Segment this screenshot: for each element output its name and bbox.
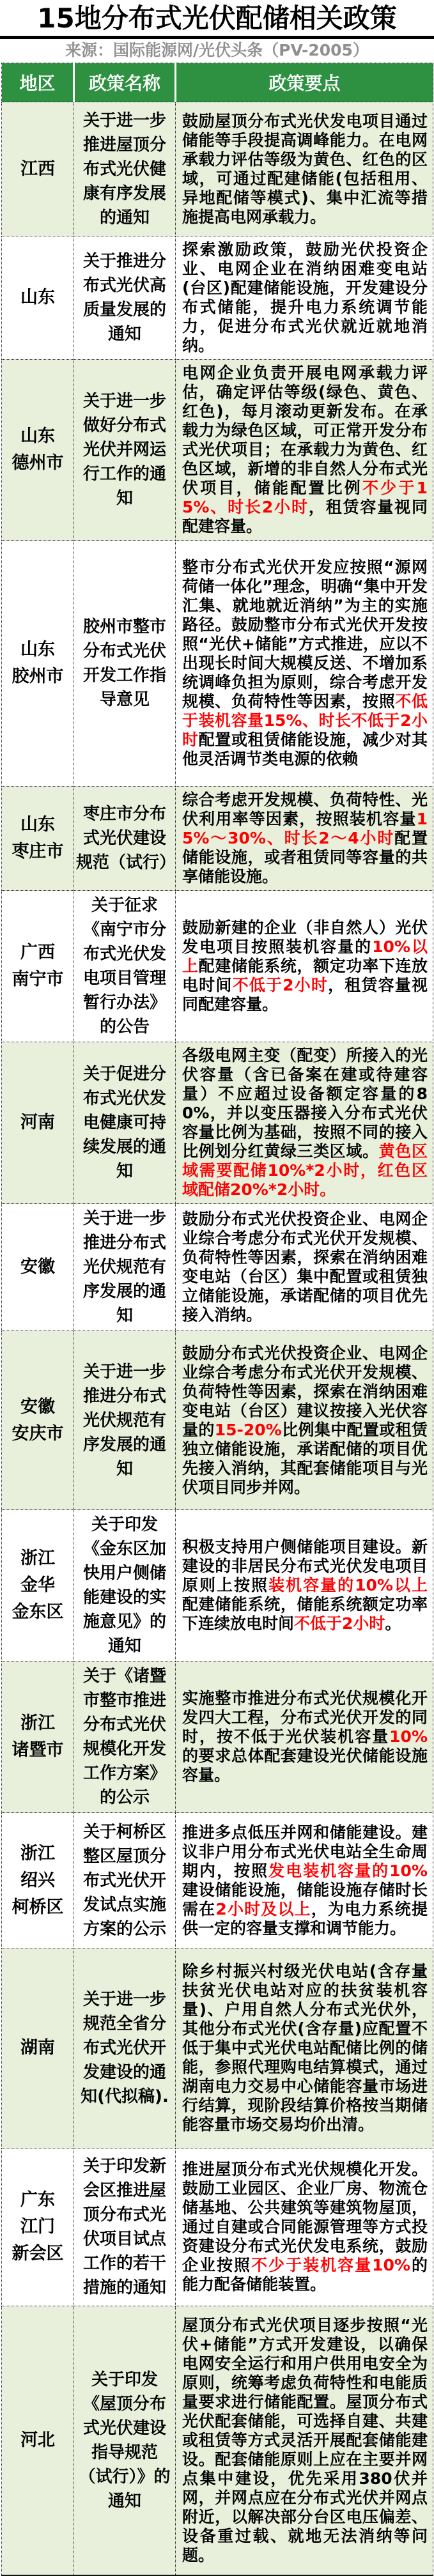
region-cell: 山东 枣庄市 [2,787,74,891]
policy-name-cell: 关于进一步推进分布式光伏规范有序发展的通知 [74,1204,176,1331]
region-cell: 广东 江门 新会区 [2,2148,74,2306]
policy-name-cell: 关于进一步规范全省分布式光伏开发建设的通知(代拟稿). [74,1948,176,2148]
source-line: 来源：国际能源网/光伏头条（PV-2005） [65,41,369,59]
policy-name-cell: 胶州市整市分布式光伏开发工作指导意见 [74,541,176,787]
policy-points-cell: 推进多点低压并网和储能建设。建议非户用分布式光伏电站全生命周期内，按照发电装机容量的10%建设储能设施，储能设施存储时长需在2小时及以上，为电力系统提供一定的容量支撑和调节能力。 [176,1813,433,1948]
table-row [2,1204,433,1331]
header-region: 地区 [2,63,74,102]
table-row [2,360,433,541]
region-cell: 山东 [2,236,74,360]
policy-points-cell: 整市分布式光伏开发应按照“源网荷储一体化”理念，明确“集中开发汇集、就地就近消纳”为主的实施路径。鼓励整市分布式光伏开发按照“光伏+储能”方式推进，应以不出现长时间大规模反送、不增加系统调峰负担为原则，综合考虑开发规模、负荷特性等因素，按照不低于装机容量15%、时长不低于2小时配置或租赁储能设施，减少对其他灵活调节类电源的依赖 [176,541,433,787]
header-row [2,63,433,102]
policy-name-cell: 关于征求《南宁市分布式光伏发电项目管理暂行办法》的公告 [74,891,176,1042]
policy-name-cell: 关于《诸暨市整市推进分布式光伏规模化开发工作方案》的公示 [74,1662,176,1813]
table-row [2,1331,433,1510]
table-row [2,2148,433,2306]
table-row [2,541,433,787]
policy-points-cell: 各级电网主变（配变）所接入的光伏容量（含已备案在建或待建容量）不应超过设备额定容量的80%，并以变压器接入分布式光伏容量比例为基础，按照不同的接入比例划分红黄绿三类区域。黄色区域需要配储10%*2小时，红色区域配储20%*2小时。 [176,1042,433,1204]
table-body [2,102,433,2575]
region-cell: 山东 胶州市 [2,541,74,787]
policy-points-cell: 除乡村振兴村级光伏电站(含存量扶贫光伏电站对应的扶贫装机容量)、户用自然人分布式光伏外，其他分布式光伏(含存量)应配置不低于集中式光伏电站配储比例的储能，参照代理购电结算模式，通过湖南电力交易中心储能容量市场进行结算，现阶段结算价格按当期储能容量市场交易均价出清。 [176,1948,433,2148]
infographic-page [0,3,434,2576]
policy-points-cell: 电网企业负责开展电网承载力评估，确定评估等级(绿色、黄色、红色)，每月滚动更新发布。在承载力为绿色区域，可正常开发分布式光伏项目；在承载力为黄色、红色区域，新增的非自然人分布式光伏项目，储能配置比例不少于15%、时长2小时，租赁容量视同配建容量。 [176,360,433,541]
policy-points-cell: 鼓励屋顶分布式光伏发电项目通过储能等手段提高调峰能力。在电网承载力评估等级为黄色、红色的区域，可通过配建储能(包括租用、异地配储等模式)、集中汇流等措施提高电网承载力。 [176,102,433,236]
region-cell: 浙江 诸暨市 [2,1662,74,1813]
table-row [2,1662,433,1813]
table-row [2,1042,433,1204]
table-row [2,102,433,236]
page-title: 15地分布式光伏配储相关政策 [37,3,397,34]
policy-points-cell: 探索激励政策，鼓励光伏投资企业、电网企业在消纳困难变电站(台区)配建储能设施，开发建设分布式储能，提升电力系统调节能力，促进分布式光伏就近就地消纳。 [176,236,433,360]
policy-name-cell: 关于推进分布式光伏高质量发展的通知 [74,236,176,360]
header-policy-name: 政策名称 [74,63,176,102]
policy-name-cell: 关于进一步推进屋顶分布式光伏健康有序发展的通知 [74,102,176,236]
policy-points-cell: 积极支持用户侧储能项目建设。新建设的非居民分布式光伏发电项目原则上按照装机容量的10%以上配建储能系统，储能系统额定功率下连续放电时间不低于2小时。 [176,1510,433,1662]
region-cell: 浙江 金华 金东区 [2,1510,74,1662]
policy-points-cell: 综合考虑开发规模、负荷特性、光伏利用率等因素，按照装机容量15%～30%、时长2～4小时配置储能设施，或者租赁同等容量的共享储能设施。 [176,787,433,891]
policy-name-cell: 枣庄市分布式光伏建设规范（试行） [74,787,176,891]
table-row [2,1813,433,1948]
policy-points-cell: 鼓励分布式光伏投资企业、电网企业综合考虑分布式光伏开发规模、负荷特性等因素，探索在消纳困难变电站（台区）建议按接入光伏容量的15-20%比例集中配置或租赁独立储能设施，承诺配储的项目优先接入消纳，其配套储能项目与光伏项目同步并网。 [176,1331,433,1510]
table-row [2,787,433,891]
policy-name-cell: 关于柯桥区整区屋顶分布式光伏开发试点实施方案的公示 [74,1813,176,1948]
region-cell: 浙江 绍兴 柯桥区 [2,1813,74,1948]
table-row [2,891,433,1042]
policy-points-cell: 实施整市推进分布式光伏规模化开发四大工程，分布式光伏开发的同时，按不低于光伏装机容量10%的要求总体配套建设光伏储能设施容量。 [176,1662,433,1813]
region-cell: 河南 [2,1042,74,1204]
policy-name-cell: 关于印发《屋顶分布式光伏建设指导规范（试行）》的通知 [74,2306,176,2575]
header-policy-points: 政策要点 [176,63,433,102]
policy-name-cell: 关于印发《金东区加快用户侧储能建设的实施意见》的通知 [74,1510,176,1662]
policy-name-cell: 关于印发新会区推进屋顶分布式光伏项目试点工作的若干措施的通知 [74,2148,176,2306]
policy-name-cell: 关于进一步做好分布式光伏并网运行工作的通知 [74,360,176,541]
table-row [2,1510,433,1662]
policy-table [1,63,433,2576]
region-cell: 广西 南宁市 [2,891,74,1042]
region-cell: 安徽 安庆市 [2,1331,74,1510]
table-row [2,1948,433,2148]
region-cell: 江西 [2,102,74,236]
table-row [2,2306,433,2575]
policy-points-cell: 屋顶分布式光伏项目逐步按照“光伏+储能”方式开发建设，以确保电网安全运行和用户供用电安全为原则，统筹考虑负荷特性和电能质量要求进行储能配置。屋顶分布式光伏配套储能，可选择自建、共建或租赁等方式灵活开展配套储能建设。配套储能原则上应在主要并网点集中建设，优先采用380伏并网，并网点应在分布式光伏并网点附近，以解决部分台区电压偏差、设备重过载、就地无法消纳等问题。 [176,2306,433,2575]
policy-points-cell: 鼓励新建的企业（非自然人）光伏发电项目按照装机容量的10%以上配建储能系统，额定功率下连放电时间不低于2小时，租赁容量视同配建容量。 [176,891,433,1042]
policy-points-cell: 推进屋顶分布式光伏规模化开发。鼓励工业园区、企业厂房、物流仓储基地、公共建筑等建筑物屋顶，通过自建或合同能源管理等方式投资建设分布式光伏发电系统，鼓励企业按照不少于装机容量10%的能力配备储能装置。 [176,2148,433,2306]
policy-points-cell: 鼓励分布式光伏投资企业、电网企业综合考虑分布式光伏开发规模、负荷特性等因素，探索在消纳困难变电站（台区）集中配置或租赁独立储能设施，承诺配储的项目优先接入消纳。 [176,1204,433,1331]
table-row [2,236,433,360]
region-cell: 河北 [2,2306,74,2575]
policy-name-cell: 关于进一步推进分布式光伏规范有序发展的通知 [74,1331,176,1510]
region-cell: 安徽 [2,1204,74,1331]
table-header [2,63,433,102]
policy-name-cell: 关于促进分布式光伏发电健康可持续发展的通知 [74,1042,176,1204]
region-cell: 湖南 [2,1948,74,2148]
region-cell: 山东 德州市 [2,360,74,541]
